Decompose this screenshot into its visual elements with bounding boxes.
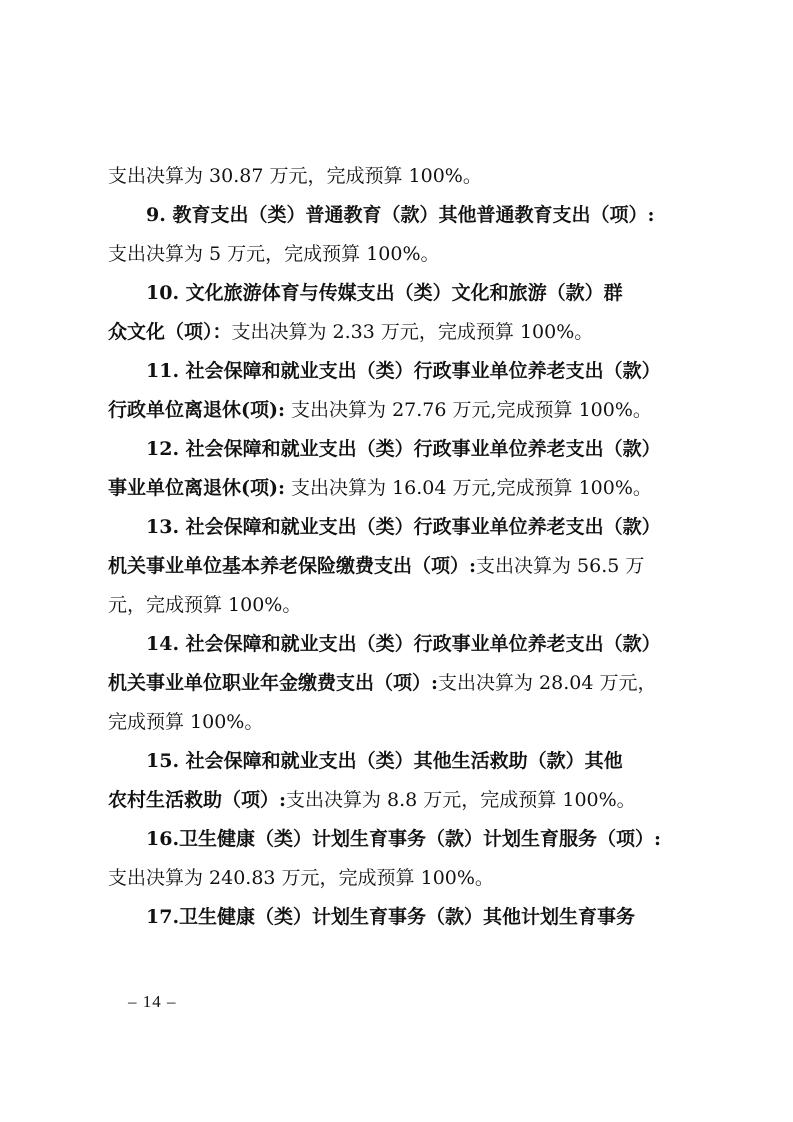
text-line: 11. 社会保障和就业支出（类）行政事业单位养老支出（款）: [146, 360, 661, 382]
text-line: 15. 社会保障和就业支出（类）其他生活救助（款）其他: [146, 750, 623, 772]
text-line: 17.卫生健康（类）计划生育事务（款）其他计划生育事务: [146, 906, 636, 928]
text-line: 13. 社会保障和就业支出（类）行政事业单位养老支出（款）: [146, 516, 661, 538]
text-line: 农村生活救助（项）:支出决算为 8.8 万元，完成预算 100%。: [108, 789, 636, 811]
text-line: 元，完成预算 100%。: [108, 594, 302, 616]
text-line: 支出决算为 240.83 万元，完成预算 100%。: [108, 867, 494, 889]
text-line: 机关事业单位职业年金缴费支出（项）:支出决算为 28.04 万元，: [108, 672, 657, 694]
text-line: 支出决算为 30.87 万元，完成预算 100%。: [108, 165, 482, 187]
text-line: 10. 文化旅游体育与传媒支出（类）文化和旅游（款）群: [146, 282, 623, 304]
text-line: 众文化（项）：支出决算为 2.33 万元，完成预算 100%。: [108, 321, 594, 343]
text-line: 行政单位离退休(项): 支出决算为 27.76 万元,完成预算 100%。: [108, 399, 652, 421]
text-line: 16.卫生健康（类）计划生育事务（款）计划生育服务（项）:: [146, 828, 662, 850]
body-text: [108, 157, 690, 937]
text-line: 12. 社会保障和就业支出（类）行政事业单位养老支出（款）: [146, 438, 661, 460]
text-line: 9. 教育支出（类）普通教育（款）其他普通教育支出（项）:: [146, 204, 655, 226]
text-line: 事业单位离退休(项): 支出决算为 16.04 万元,完成预算 100%。: [108, 477, 652, 499]
page-number: – 14 –: [128, 992, 177, 1011]
text-line: 完成预算 100%。: [108, 711, 264, 733]
text-line: 支出决算为 5 万元，完成预算 100%。: [108, 243, 440, 265]
text-line: 机关事业单位基本养老保险缴费支出（项）:支出决算为 56.5 万: [108, 555, 645, 577]
text-line: 14. 社会保障和就业支出（类）行政事业单位养老支出（款）: [146, 633, 661, 655]
